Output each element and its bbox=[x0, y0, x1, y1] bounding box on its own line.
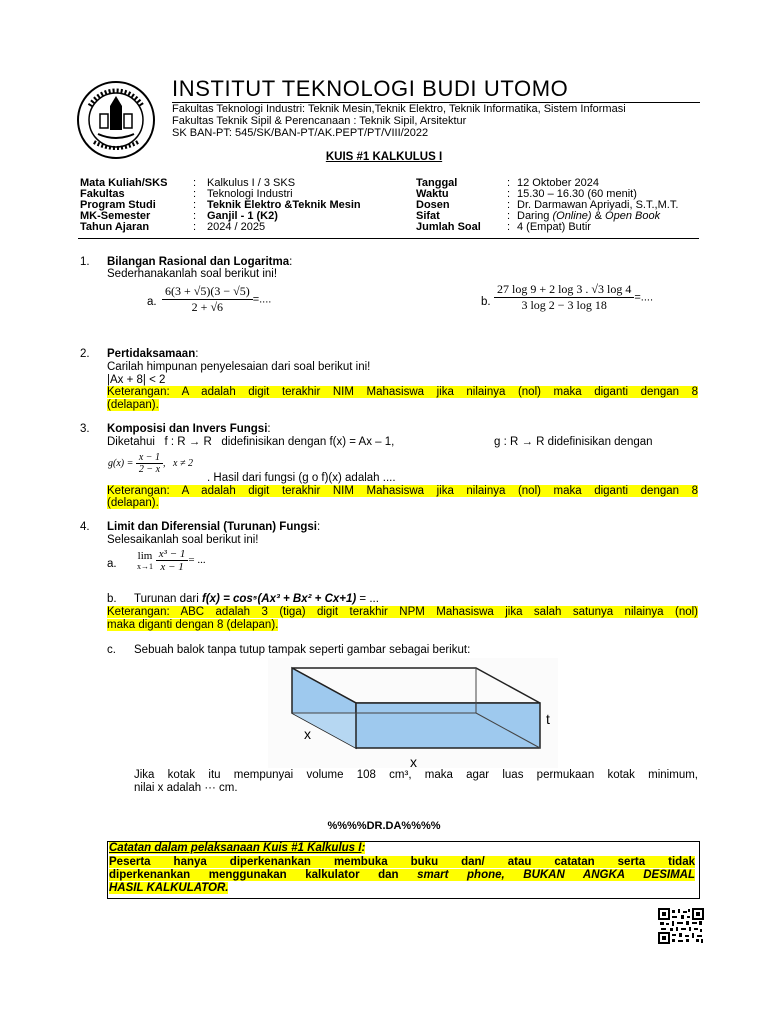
q4-c-line-2: nilai x adalah ··· cm. bbox=[134, 782, 238, 794]
q3-g-numerator: x − 1 bbox=[136, 452, 163, 464]
q4-title: Limit dan Diferensial (Turunan) Fungsi: bbox=[107, 521, 321, 533]
q4-note-line-1: Keterangan: ABC adalah 3 (tiga) digit terakhir NPM Mahasiswa jika salah satunya nilainya (nol) bbox=[107, 606, 698, 618]
fig-label-t: t bbox=[546, 711, 550, 727]
q2-expression: |Ax + 8| < 2 bbox=[107, 374, 166, 386]
header-line-2: Fakultas Teknik Sipil & Perencanaan : Teknik Sipil, Arsitektur bbox=[172, 115, 467, 127]
q4-c-text: Sebuah balok tanpa tutup tampak seperti gambar sebagai berikut: bbox=[134, 644, 471, 656]
header-line-1: Fakultas Teknologi Industri: Teknik Mesin,Teknik Elektro, Teknik Informatika, Sistem Informasi bbox=[172, 103, 626, 115]
q4-b-label: b. bbox=[107, 593, 117, 605]
box-front-face bbox=[356, 703, 540, 748]
notes-title: Catatan dalam pelaksanaan Kuis #1 Kalkulus I: bbox=[109, 842, 366, 854]
header-line-3: SK BAN-PT: 545/SK/BAN-PT/AK.PEPT/PT/VIII/2022 bbox=[172, 127, 429, 139]
q1-b-label: b. bbox=[481, 296, 491, 308]
q3-note-line-1: Keterangan: A adalah digit terakhir NIM Mahasiswa jika nilainya (nol) maka diganti dengan 8 bbox=[107, 485, 698, 497]
institute-name: INSTITUT TEKNOLOGI BUDI UTOMO bbox=[172, 76, 569, 101]
q3-line-1a: Diketahui f : R → R didefinisikan dengan f(x) = Ax – 1, bbox=[107, 436, 395, 448]
signature: %%%%DR.DA%%%% bbox=[327, 820, 441, 832]
q1-b-denominator: 3 log 2 − 3 log 18 bbox=[521, 298, 607, 312]
institute-logo bbox=[76, 80, 156, 160]
q1-b-expression bbox=[494, 282, 653, 313]
q4-b-text: Turunan dari f(x) = cos⁵(Ax³ + Bx² + Cx+1) = ... bbox=[134, 593, 379, 605]
q4-a-limit: lim x→1 $\frac{\text{x³ − 1}}{x - 1}$ = ... bbox=[137, 548, 206, 573]
info-right: Tanggal : 12 Oktober 2024 Waktu : 15.30 – 16.30 (60 menit) Dosen : Dr. Darmawan Apriyadi, S.T.,M.T. Sifat : Daring (Online) & Open Book Jumlah Soal : 4 (Empat) Butir bbox=[416, 177, 679, 233]
q1-title: Bilangan Rasional dan Logaritma: bbox=[107, 256, 293, 268]
q1-b-tail: =.... bbox=[634, 291, 654, 304]
q2-note-line-2: (delapan). bbox=[107, 399, 159, 411]
q3-number: 3. bbox=[80, 423, 90, 435]
fig-label-x-bottom: x bbox=[410, 754, 417, 770]
q4-note-line-2: maka diganti dengan 8 (delapan). bbox=[107, 619, 279, 631]
q2-title: Pertidaksamaan: bbox=[107, 348, 199, 360]
notes-line-3: HASIL KALKULATOR. bbox=[109, 882, 229, 894]
q3-note-line-2: (delapan). bbox=[107, 497, 159, 509]
page-title: KUIS #1 KALKULUS I bbox=[325, 151, 443, 163]
q2-number: 2. bbox=[80, 348, 90, 360]
q3-g-denominator: 2 − x bbox=[138, 464, 161, 475]
notes-line-2: diperkenankan menggunakan kalkulator dan smart phone, BUKAN ANGKA DESIMAL bbox=[109, 869, 695, 881]
info-left: Mata Kuliah/SKS : Kalkulus I / 3 SKS Fakultas : Teknologi Industri Program Studi : Teknik Elektro &Teknik Mesin MK-Semester : Ganjil - 1 (K2) Tahun Ajaran : 2024 / 2025 bbox=[80, 177, 361, 233]
q1-a-numerator: 6(3 + √5)(3 − √5) bbox=[162, 284, 253, 300]
q3-line-1b: g : R → R didefinisikan dengan bbox=[494, 436, 653, 448]
fig-label-x-side: x bbox=[304, 726, 311, 742]
q3-title: Komposisi dan Invers Fungsi: bbox=[107, 423, 271, 435]
q4-c-label: c. bbox=[107, 644, 116, 656]
q4-c-line-1: Jika kotak itu mempunyai volume 108 cm³, maka agar luas permukaan kotak minimum, bbox=[134, 769, 698, 781]
q4-a-label: a. bbox=[107, 558, 117, 570]
q4-number: 4. bbox=[80, 521, 90, 533]
q1-number: 1. bbox=[80, 256, 90, 268]
q3-line-2: . Hasil dari fungsi (g o f)(x) adalah .... bbox=[207, 472, 396, 484]
q1-a-expression bbox=[162, 284, 271, 315]
open-box-figure bbox=[268, 658, 558, 768]
q1-a-tail: =.... bbox=[252, 293, 272, 306]
q1-a-label: a. bbox=[147, 296, 157, 308]
q4-instruction: Selesaikanlah soal berikut ini! bbox=[107, 534, 259, 546]
q1-instruction: Sederhanakanlah soal berikut ini! bbox=[107, 268, 278, 280]
q3-g-definition: g(x) = $\frac{x - 1}{2 - x}$ , x ≠ 2 bbox=[108, 452, 193, 475]
q1-a-denominator: 2 + √6 bbox=[191, 300, 224, 314]
notes-line-1: Peserta hanya diperkenankan membuka buku dan/ atau catatan serta tidak bbox=[109, 856, 695, 868]
qr-code-icon bbox=[658, 908, 704, 944]
q2-note-line-1: Keterangan: A adalah digit terakhir NIM Mahasiswa jika nilainya (nol) maka diganti dengan 8 bbox=[107, 386, 698, 398]
q2-instruction: Carilah himpunan penyelesaian dari soal berikut ini! bbox=[107, 361, 371, 373]
q1-b-numerator: 27 log 9 + 2 log 3 . √3 log 4 bbox=[494, 282, 634, 298]
info-rule bbox=[78, 238, 699, 239]
